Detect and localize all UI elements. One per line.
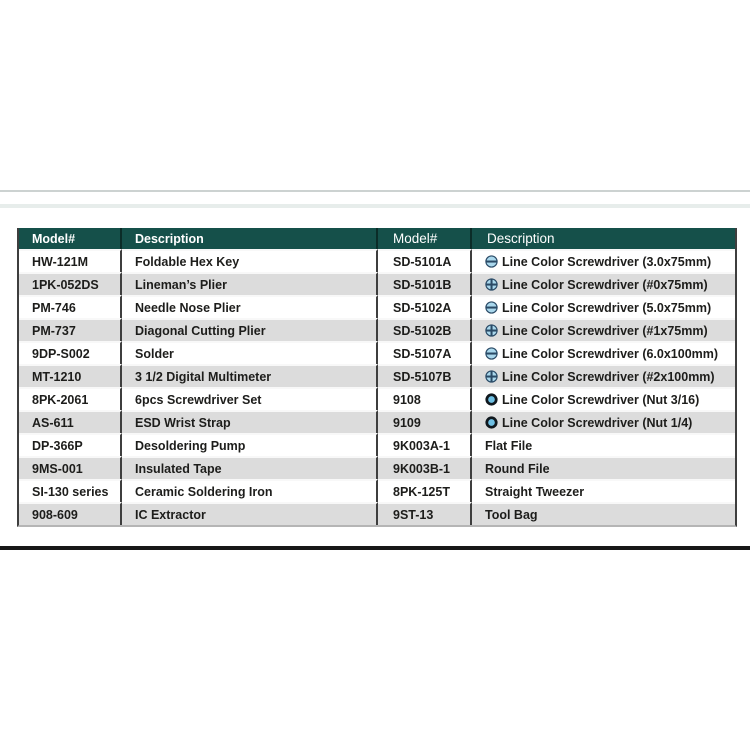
header-description-right: Description [472, 228, 735, 249]
bottom-rule-line [0, 546, 750, 550]
nut-circle-icon [485, 393, 498, 406]
description-text: Line Color Screwdriver (6.0x100mm) [502, 346, 719, 361]
model-cell: MT-1210 [19, 364, 122, 387]
model-cell: SD-5101A [378, 249, 472, 272]
plus-circle-icon [485, 278, 498, 291]
model-cell: 9K003A-1 [378, 433, 472, 456]
model-cell: PM-746 [19, 295, 122, 318]
model-cell: SD-5102B [378, 318, 472, 341]
description-cell: Foldable Hex Key [122, 249, 378, 272]
description-cell: 3 1/2 Digital Multimeter [122, 364, 378, 387]
description-text: Line Color Screwdriver (Nut 3/16) [502, 392, 700, 407]
description-cell [472, 295, 735, 318]
model-cell: 1PK-052DS [19, 272, 122, 295]
table-row [19, 479, 735, 502]
model-cell: SD-5101B [378, 272, 472, 295]
description-cell: Ceramic Soldering Iron [122, 479, 378, 502]
model-cell: 9108 [378, 387, 472, 410]
table-row [19, 433, 735, 456]
table-row [19, 341, 735, 364]
model-cell: SD-5107B [378, 364, 472, 387]
description-text: Round File [485, 461, 550, 476]
table-row [19, 318, 735, 341]
minus-circle-icon [485, 347, 498, 360]
header-description-left: Description [122, 228, 378, 249]
description-cell [472, 249, 735, 272]
description-cell [472, 456, 735, 479]
table-row [19, 295, 735, 318]
description-cell [472, 272, 735, 295]
table-body [19, 249, 735, 525]
table-row [19, 502, 735, 525]
model-cell: 9109 [378, 410, 472, 433]
table-row [19, 249, 735, 272]
model-cell: 9K003B-1 [378, 456, 472, 479]
description-text: Straight Tweezer [485, 484, 585, 499]
description-cell [472, 364, 735, 387]
description-cell [472, 387, 735, 410]
description-cell: 6pcs Screwdriver Set [122, 387, 378, 410]
faint-shadow-band [0, 204, 750, 208]
table-row [19, 364, 735, 387]
description-cell [472, 318, 735, 341]
top-divider-line [0, 190, 750, 192]
description-text: Tool Bag [485, 507, 538, 522]
description-cell [472, 502, 735, 525]
model-cell: 9DP-S002 [19, 341, 122, 364]
description-cell: Lineman’s Plier [122, 272, 378, 295]
description-cell: Solder [122, 341, 378, 364]
description-cell: Desoldering Pump [122, 433, 378, 456]
description-cell [472, 341, 735, 364]
model-cell: PM-737 [19, 318, 122, 341]
plus-circle-icon [485, 324, 498, 337]
model-cell: 908-609 [19, 502, 122, 525]
model-cell: 9ST-13 [378, 502, 472, 525]
model-cell: HW-121M [19, 249, 122, 272]
description-cell [472, 479, 735, 502]
minus-circle-icon [485, 301, 498, 314]
plus-circle-icon [485, 370, 498, 383]
description-cell: IC Extractor [122, 502, 378, 525]
description-cell: ESD Wrist Strap [122, 410, 378, 433]
description-text: Line Color Screwdriver (3.0x75mm) [502, 254, 712, 269]
model-cell: SD-5107A [378, 341, 472, 364]
nut-circle-icon [485, 416, 498, 429]
description-cell: Insulated Tape [122, 456, 378, 479]
description-text: Line Color Screwdriver (#1x75mm) [502, 323, 708, 338]
model-cell: 9MS-001 [19, 456, 122, 479]
description-text: Line Color Screwdriver (Nut 1/4) [502, 415, 693, 430]
description-text: Line Color Screwdriver (5.0x75mm) [502, 300, 712, 315]
description-text: Flat File [485, 438, 533, 453]
table-header-row [19, 228, 735, 249]
description-cell [472, 410, 735, 433]
model-cell: SD-5102A [378, 295, 472, 318]
description-cell: Needle Nose Plier [122, 295, 378, 318]
description-cell [472, 433, 735, 456]
table-row [19, 456, 735, 479]
table-row [19, 410, 735, 433]
model-cell: DP-366P [19, 433, 122, 456]
description-text: Line Color Screwdriver (#2x100mm) [502, 369, 715, 384]
table-row [19, 387, 735, 410]
table-row [19, 272, 735, 295]
description-cell: Diagonal Cutting Plier [122, 318, 378, 341]
header-model-left: Model# [19, 228, 122, 249]
product-table [17, 228, 737, 527]
model-cell: 8PK-125T [378, 479, 472, 502]
header-model-right: Model# [378, 228, 472, 249]
model-cell: 8PK-2061 [19, 387, 122, 410]
model-cell: AS-611 [19, 410, 122, 433]
model-cell: SI-130 series [19, 479, 122, 502]
minus-circle-icon [485, 255, 498, 268]
description-text: Line Color Screwdriver (#0x75mm) [502, 277, 708, 292]
